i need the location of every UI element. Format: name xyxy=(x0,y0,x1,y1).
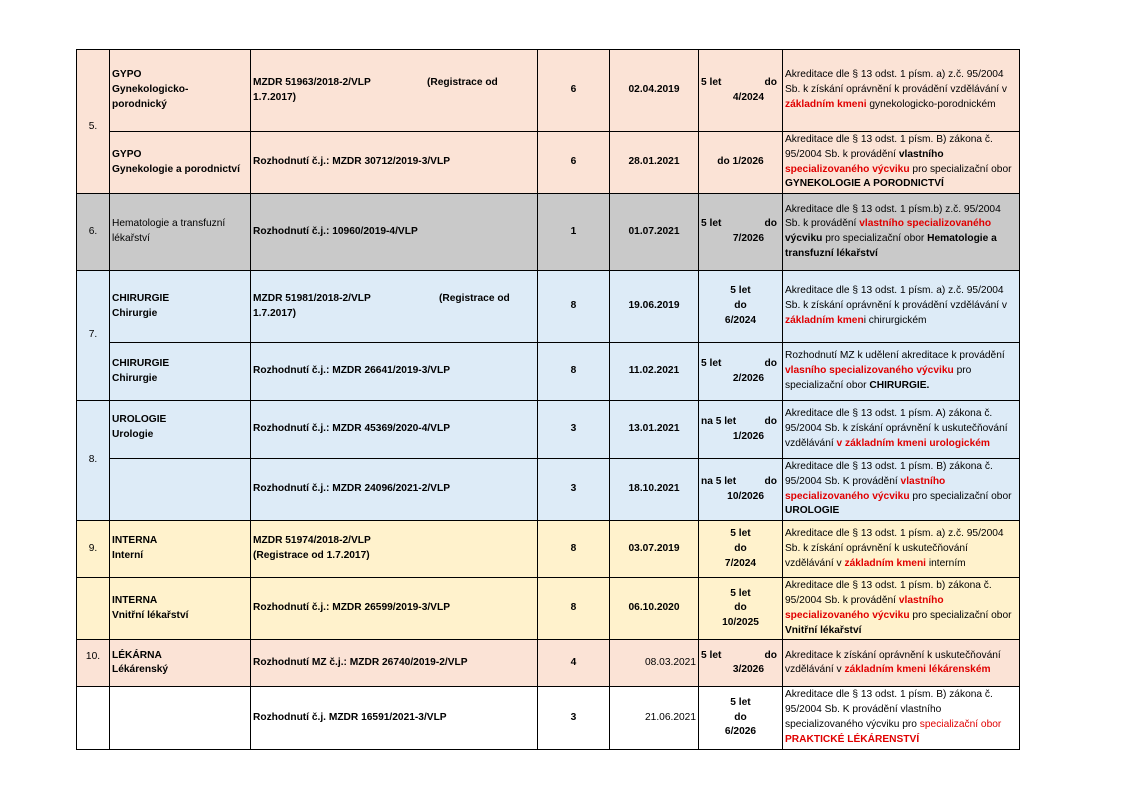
name-line: CHIRURGIE xyxy=(112,357,170,369)
ref-line: (Registrace od xyxy=(427,76,498,88)
period-text: 5 let xyxy=(730,528,751,540)
ref-line: 1.7.2017) xyxy=(253,91,297,103)
ref-line: (Registrace od xyxy=(439,292,510,304)
accreditation-date: 13.01.2021 xyxy=(610,401,699,459)
name-line: CHIRURGIE xyxy=(112,292,170,304)
ref-line: MZDR 51974/2018-2/VLP xyxy=(253,535,371,547)
row-number: 9. xyxy=(77,521,110,578)
period-text: 5 let xyxy=(701,357,722,369)
table-row xyxy=(77,687,1020,749)
note-text-run: základním kmeni lékárenském xyxy=(844,664,991,676)
department-name xyxy=(110,459,251,521)
name-line: porodnický xyxy=(112,98,167,110)
accreditation-note xyxy=(783,687,1020,749)
row-number xyxy=(77,578,110,640)
period-text: 1/2026 xyxy=(732,430,764,442)
department-name xyxy=(110,343,251,401)
note-text-run: vlastního specializovaného výcviku xyxy=(785,595,944,621)
accreditation-note xyxy=(783,521,1020,578)
count: 6 xyxy=(538,132,610,194)
note-text-run: pro specializační obor xyxy=(909,163,1012,175)
period-text: 2/2026 xyxy=(732,372,764,384)
note-text-run: Vnitřní lékařství xyxy=(785,624,862,636)
name-line: Chirurgie xyxy=(112,307,158,319)
period-text: 5 let xyxy=(701,218,722,230)
note-text-run: CHIRURGIE. xyxy=(869,380,930,392)
note-text-run: i chirurgickém xyxy=(863,315,927,327)
accreditation-date: 28.01.2021 xyxy=(610,132,699,194)
department-name xyxy=(110,401,251,459)
department-name xyxy=(110,194,251,271)
note-text-run: pro specializační obor xyxy=(909,609,1012,621)
period-text: 3/2026 xyxy=(732,664,764,676)
validity-period xyxy=(699,194,783,271)
row-number xyxy=(77,687,110,749)
period-text: do xyxy=(764,475,777,487)
decision-reference: Rozhodnutí č.j. MZDR 16591/2021-3/VLP xyxy=(251,687,538,749)
row-number: 5. xyxy=(77,50,110,194)
name-line: Hematologie a transfuzní xyxy=(112,218,226,230)
note-text-run: vlastního specializovaného xyxy=(859,218,992,230)
period-text: 4/2024 xyxy=(732,91,764,103)
count: 8 xyxy=(538,521,610,578)
count: 8 xyxy=(538,271,610,343)
validity-period xyxy=(699,401,783,459)
table-row xyxy=(77,132,1020,194)
period-text: do xyxy=(734,711,747,723)
name-line: LÉKÁRNA xyxy=(112,649,162,661)
accreditation-table xyxy=(76,49,1020,750)
validity-period: do 1/2026 xyxy=(699,132,783,194)
row-number: 10. xyxy=(77,640,110,687)
period-text: 6/2026 xyxy=(724,726,757,738)
period-text: 7/2026 xyxy=(732,233,764,245)
note-text-run: Rozhodnutí MZ k udělení akreditace k provádění xyxy=(785,350,1005,362)
table-row xyxy=(77,459,1020,521)
note-text-run: Akreditace dle § 13 odst. 1 písm. b) zákona č. 95/2004 Sb. k provádění xyxy=(785,580,992,607)
note-text-run: základním kmen xyxy=(785,315,864,327)
department-name xyxy=(110,50,251,132)
period-text: 5 let xyxy=(701,76,722,88)
name-line: GYPO xyxy=(112,69,142,81)
note-text-run: GYNEKOLOGIE A PORODNICTVÍ xyxy=(785,178,944,190)
name-line: Chirurgie xyxy=(112,372,158,384)
period-text: do xyxy=(764,357,777,369)
name-line: lékařství xyxy=(112,233,150,245)
note-text-run: Akreditace k získání oprávnění k uskutečňování vzdělávání v xyxy=(785,649,1001,676)
note-text-run: Hematologie a transfuzní lékařství xyxy=(785,233,997,259)
validity-period xyxy=(699,459,783,521)
period-text: do xyxy=(764,218,777,230)
validity-period xyxy=(699,521,783,578)
accreditation-date: 11.02.2021 xyxy=(610,343,699,401)
decision-reference: Rozhodnutí č.j.: 10960/2019-4/VLP xyxy=(251,194,538,271)
decision-reference: Rozhodnutí č.j.: MZDR 24096/2021-2/VLP xyxy=(251,459,538,521)
row-number: 6. xyxy=(77,194,110,271)
note-text-run: UROLOGIE xyxy=(785,505,840,517)
period-text: do xyxy=(734,602,747,614)
accreditation-note xyxy=(783,50,1020,132)
note-text-run: výcviku xyxy=(785,233,823,245)
name-line: INTERNA xyxy=(112,535,158,547)
validity-period xyxy=(699,578,783,640)
period-text: 5 let xyxy=(730,696,751,708)
department-name xyxy=(110,687,251,749)
count: 3 xyxy=(538,401,610,459)
count: 8 xyxy=(538,578,610,640)
ref-line: (Registrace od 1.7.2017) xyxy=(253,550,370,562)
note-text-run: vlastního xyxy=(898,148,944,160)
count: 3 xyxy=(538,687,610,749)
note-text-run: Akreditace dle § 13 odst. 1 písm.b) z.č. 95/2004 Sb. k provádění xyxy=(785,203,1001,230)
name-line: Gynekologie a porodnictví xyxy=(112,163,240,175)
note-text-run: Akreditace dle § 13 odst. 1 písm. B) zákona č. 95/2004 Sb. k provádění xyxy=(785,134,993,160)
decision-reference xyxy=(251,50,538,132)
note-text-run: základním kmeni xyxy=(785,98,867,110)
period-text: 5 let xyxy=(730,587,751,599)
table-row xyxy=(77,194,1020,271)
note-text-run: specializovaného výcviku xyxy=(785,163,910,175)
period-text: do xyxy=(734,542,747,554)
accreditation-date: 18.10.2021 xyxy=(610,459,699,521)
period-text: do xyxy=(764,415,777,427)
note-text-run: Akreditace dle § 13 odst. 1 písm. B) zákona č. 95/2004 Sb. K provádění xyxy=(785,461,993,487)
accreditation-note xyxy=(783,401,1020,459)
note-text-run: Akreditace dle § 13 odst. 1 písm. a) z.č. 95/2004 Sb. k získání oprávnění k provádění vzdělávání v xyxy=(785,285,1007,312)
note-text-run: pro specializační obor xyxy=(822,233,928,245)
name-line: GYPO xyxy=(112,148,142,160)
count: 4 xyxy=(538,640,610,687)
period-text: 10/2025 xyxy=(722,617,759,629)
note-text-run: PRAKTICKÉ LÉKÁRENSTVÍ xyxy=(785,733,920,745)
count: 1 xyxy=(538,194,610,271)
name-line: Vnitřní lékařství xyxy=(112,609,189,621)
note-text-run: Akreditace dle § 13 odst. 1 písm. a) z.č. 95/2004 Sb. k získání oprávnění k provádění vzdělávání v xyxy=(785,69,1007,96)
department-name xyxy=(110,271,251,343)
department-name xyxy=(110,640,251,687)
note-text-run: Akreditace dle § 13 odst. 1 písm. A) zákona č. 95/2004 Sb. k získání oprávnění k uskutečňování vzdělávání xyxy=(785,408,1008,450)
accreditation-date: 06.10.2020 xyxy=(610,578,699,640)
accreditation-note xyxy=(783,459,1020,521)
table-row xyxy=(77,343,1020,401)
table-row xyxy=(77,50,1020,132)
name-line: Interní xyxy=(112,550,144,562)
accreditation-note xyxy=(783,640,1020,687)
accreditation-date: 08.03.2021 xyxy=(610,640,699,687)
validity-period xyxy=(699,271,783,343)
note-text-run: specializační obor xyxy=(919,718,1002,730)
name-line: INTERNA xyxy=(112,595,158,607)
count: 6 xyxy=(538,50,610,132)
note-text-run: gynekologicko-porodnickém xyxy=(866,98,996,110)
decision-reference: Rozhodnutí č.j.: MZDR 30712/2019-3/VLP xyxy=(251,132,538,194)
name-line: Urologie xyxy=(112,428,154,440)
ref-line: MZDR 51963/2018-2/VLP xyxy=(253,76,371,88)
validity-period xyxy=(699,687,783,749)
accreditation-date: 21.06.2021 xyxy=(610,687,699,749)
name-line: UROLOGIE xyxy=(112,414,167,426)
period-text: na 5 let xyxy=(701,475,737,487)
validity-period xyxy=(699,640,783,687)
decision-reference: Rozhodnutí č.j.: MZDR 45369/2020-4/VLP xyxy=(251,401,538,459)
period-text: na 5 let xyxy=(701,415,737,427)
accreditation-date: 02.04.2019 xyxy=(610,50,699,132)
table-row xyxy=(77,578,1020,640)
ref-line: MZDR 51981/2018-2/VLP xyxy=(253,292,371,304)
accreditation-note xyxy=(783,271,1020,343)
period-text: 6/2024 xyxy=(724,315,757,327)
note-text-run: základním kmeni xyxy=(844,557,926,569)
note-text-run: pro specializační obor xyxy=(785,365,972,392)
department-name xyxy=(110,578,251,640)
accreditation-date: 03.07.2019 xyxy=(610,521,699,578)
accreditation-note xyxy=(783,194,1020,271)
table-row xyxy=(77,401,1020,459)
accreditation-note xyxy=(783,343,1020,401)
decision-reference xyxy=(251,521,538,578)
table-row xyxy=(77,521,1020,578)
decision-reference: Rozhodnutí č.j.: MZDR 26599/2019-3/VLP xyxy=(251,578,538,640)
period-text: do xyxy=(764,76,777,88)
department-name xyxy=(110,521,251,578)
note-text-run: vlastního specializovaného výcviku xyxy=(785,475,946,502)
note-text-run: Akreditace dle § 13 odst. 1 písm. B) zákona č. 95/2004 Sb. K provádění vlastního specializovaného výcviku pro xyxy=(785,689,993,730)
period-text: 5 let xyxy=(730,285,751,297)
note-text-run: interním xyxy=(926,557,966,569)
table-row xyxy=(77,271,1020,343)
decision-reference: Rozhodnutí č.j.: MZDR 26641/2019-3/VLP xyxy=(251,343,538,401)
table-row xyxy=(77,640,1020,687)
count: 8 xyxy=(538,343,610,401)
accreditation-note xyxy=(783,132,1020,194)
name-line: Lékárenský xyxy=(112,664,169,676)
note-text-run: Akreditace dle § 13 odst. 1 písm. a) z.č. 95/2004 Sb. k získání oprávnění k uskutečňování vzdělávání v xyxy=(785,528,1004,569)
row-number: 8. xyxy=(77,401,110,521)
note-text-run: vlasního specializovaného výcviku xyxy=(785,365,954,377)
period-text: do xyxy=(764,649,777,661)
period-text: 5 let xyxy=(701,649,722,661)
decision-reference: Rozhodnutí MZ č.j.: MZDR 26740/2019-2/VLP xyxy=(251,640,538,687)
department-name xyxy=(110,132,251,194)
validity-period xyxy=(699,343,783,401)
accreditation-date: 01.07.2021 xyxy=(610,194,699,271)
count: 3 xyxy=(538,459,610,521)
ref-line: 1.7.2017) xyxy=(253,307,297,319)
accreditation-note xyxy=(783,578,1020,640)
accreditation-date: 19.06.2019 xyxy=(610,271,699,343)
row-number: 7. xyxy=(77,271,110,401)
period-text: do xyxy=(734,300,747,312)
period-text: 10/2026 xyxy=(727,490,764,502)
note-text-run: v základním kmeni urologickém xyxy=(836,438,990,450)
period-text: 7/2024 xyxy=(724,557,757,569)
decision-reference xyxy=(251,271,538,343)
name-line: Gynekologicko- xyxy=(112,84,189,96)
validity-period xyxy=(699,50,783,132)
note-text-run: pro specializační obor xyxy=(909,490,1012,502)
